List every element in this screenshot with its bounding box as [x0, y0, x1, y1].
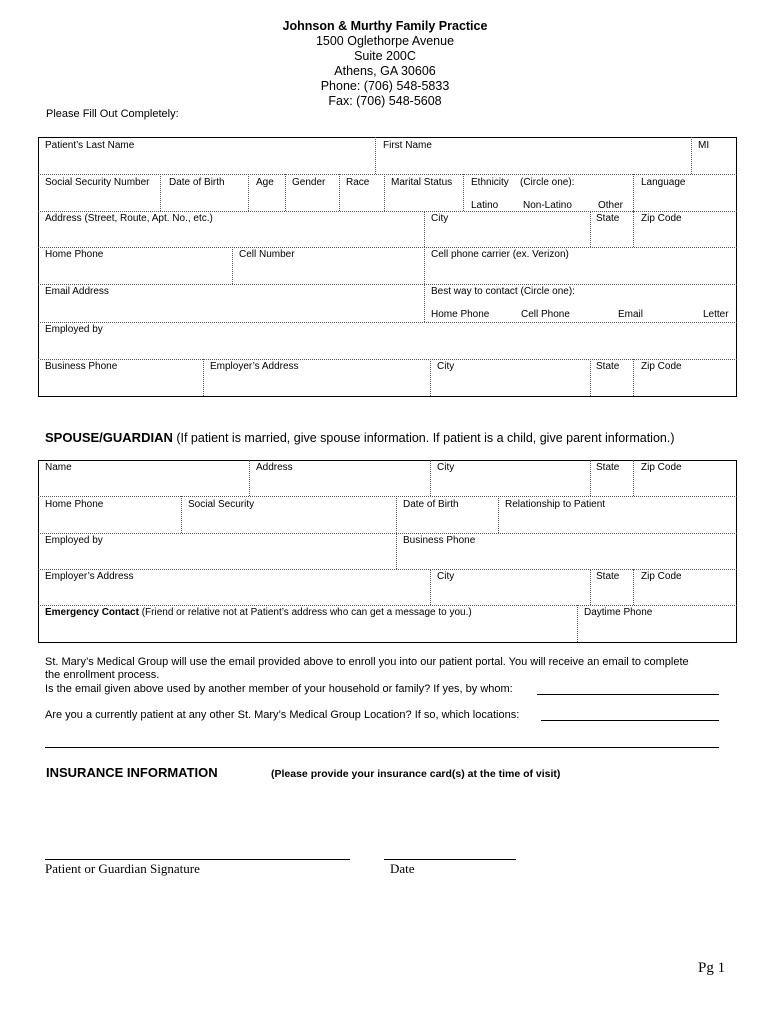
- patient-ethnicity-label: Ethnicity: [471, 177, 509, 188]
- spouse-ssn-label: Social Security: [188, 499, 255, 510]
- ethnicity-latino-option[interactable]: Latino: [471, 200, 499, 211]
- patient-employer-address-label: Employer’s Address: [210, 361, 299, 372]
- practice-fax: Fax: (706) 548-5608: [328, 94, 442, 108]
- patient-address-label: Address (Street, Route, Apt. No., etc.): [45, 213, 213, 224]
- spouse-employer-zip-label: Zip Code: [641, 571, 682, 582]
- patient-marital-label: Marital Status: [391, 177, 453, 188]
- practice-name: Johnson & Murthy Family Practice: [282, 19, 488, 33]
- spouse-name-label: Name: [45, 462, 72, 473]
- household-email-answer-line[interactable]: [537, 694, 719, 695]
- patient-first-name-label: First Name: [383, 140, 432, 151]
- contact-letter-option[interactable]: Letter: [703, 309, 729, 320]
- emergency-contact-note: (Friend or relative not at Patient’s address who can get a message to you.): [138, 607, 472, 618]
- contact-email-option[interactable]: Email: [618, 309, 644, 320]
- signature-line[interactable]: [45, 859, 350, 860]
- patient-employer-city-label: City: [437, 361, 455, 372]
- emergency-contact-bold: Emergency Contact: [45, 607, 139, 618]
- instruction-text: Please Fill Out Completely:: [46, 108, 179, 120]
- patient-mi-label: MI: [698, 140, 710, 151]
- emergency-contact-label: [45, 607, 472, 618]
- patient-home-phone-label: Home Phone: [45, 249, 104, 260]
- practice-city: Athens, GA 30606: [334, 64, 436, 78]
- insurance-note: (Please provide your insurance card(s) at the time of visit): [271, 768, 561, 780]
- patient-language-label: Language: [641, 177, 686, 188]
- patient-last-name-label: Patient’s Last Name: [45, 140, 135, 151]
- spouse-employer-state-label: State: [596, 571, 620, 582]
- other-location-answer-line[interactable]: [541, 720, 719, 721]
- practice-address-line1: 1500 Oglethorpe Avenue: [315, 34, 455, 48]
- spouse-business-phone-label: Business Phone: [403, 535, 476, 546]
- patient-dob-label: Date of Birth: [169, 177, 225, 188]
- patient-email-label: Email Address: [45, 286, 109, 297]
- contact-way-label: Best way to contact (Circle one):: [431, 286, 575, 297]
- patient-employer-zip-label: Zip Code: [641, 361, 682, 372]
- practice-address-line2: Suite 200C: [354, 49, 416, 63]
- patient-carrier-label: Cell phone carrier (ex. Verizon): [431, 249, 569, 260]
- contact-cell-phone-option[interactable]: Cell Phone: [521, 309, 570, 320]
- patient-employed-label: Employed by: [45, 324, 103, 335]
- practice-phone: Phone: (706) 548-5833: [320, 79, 450, 93]
- contact-home-phone-option[interactable]: Home Phone: [431, 309, 490, 320]
- date-line[interactable]: [384, 859, 516, 860]
- spouse-address-label: Address: [256, 462, 293, 473]
- patient-race-label: Race: [346, 177, 370, 188]
- portal-notice-line1: St. Mary’s Medical Group will use the email provided above to enroll you into our patient portal. You will receive an email to complete: [45, 656, 689, 668]
- signature-label: Patient or Guardian Signature: [45, 861, 200, 876]
- spouse-employer-address-label: Employer’s Address: [45, 571, 134, 582]
- patient-zip-label: Zip Code: [641, 213, 682, 224]
- page-number: Pg 1: [698, 960, 726, 976]
- patient-city-label: City: [431, 213, 449, 224]
- spouse-dob-label: Date of Birth: [403, 499, 459, 510]
- spouse-home-phone-label: Home Phone: [45, 499, 104, 510]
- ethnicity-non-latino-option[interactable]: Non-Latino: [523, 200, 572, 211]
- spouse-employer-city-label: City: [437, 571, 455, 582]
- daytime-phone-label: Daytime Phone: [584, 607, 653, 618]
- patient-ssn-label: Social Security Number: [45, 177, 150, 188]
- insurance-title: INSURANCE INFORMATION: [46, 765, 218, 780]
- spouse-city-label: City: [437, 462, 455, 473]
- spouse-title: SPOUSE/GUARDIAN: [45, 430, 173, 445]
- spouse-section-title: [45, 430, 675, 445]
- patient-employer-state-label: State: [596, 361, 620, 372]
- extra-answer-line[interactable]: [45, 747, 719, 748]
- other-location-question: Are you a currently patient at any other St. Mary’s Medical Group Location? If so, which locations:: [45, 709, 520, 721]
- spouse-state-label: State: [596, 462, 620, 473]
- ethnicity-circle-one: (Circle one):: [520, 177, 575, 188]
- portal-notice-line2: the enrollment process.: [45, 669, 160, 681]
- household-email-question: Is the email given above used by another member of your household or family? If yes, by whom:: [45, 683, 513, 695]
- spouse-zip-label: Zip Code: [641, 462, 682, 473]
- spouse-relationship-label: Relationship to Patient: [505, 499, 606, 510]
- patient-cell-label: Cell Number: [239, 249, 295, 260]
- spouse-employed-label: Employed by: [45, 535, 103, 546]
- patient-state-label: State: [596, 213, 620, 224]
- patient-age-label: Age: [256, 177, 274, 188]
- patient-business-phone-label: Business Phone: [45, 361, 118, 372]
- date-label: Date: [390, 861, 415, 876]
- ethnicity-other-option[interactable]: Other: [598, 200, 624, 211]
- spouse-subtitle: (If patient is married, give spouse information. If patient is a child, give parent information.): [176, 431, 675, 445]
- patient-gender-label: Gender: [292, 177, 326, 188]
